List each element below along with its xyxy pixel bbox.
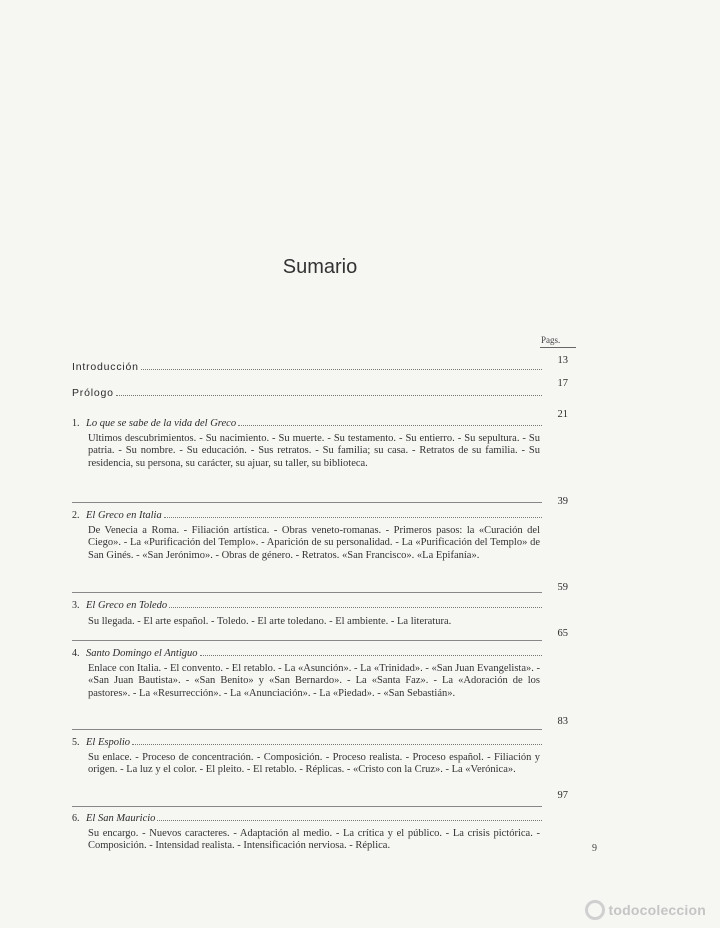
section-rule — [72, 502, 542, 503]
chapter-number: 5. — [72, 737, 80, 748]
section-rule — [72, 729, 542, 730]
chapter-summary: De Venecia a Roma. - Filiación artística. - Obras veneto-romanas. - Primeros pasos: la «Curación del Ciego». - La «Purificación del Templo». - Aparición de su personalidad. - La «Purificación del Templo» de San Ginés. - «San Jerónimo». - Obras de género. - Retratos. «San Francisco». «La Epifanía». — [88, 525, 540, 561]
chapter-title: El Espolio — [86, 737, 131, 748]
dot-leader — [200, 654, 542, 656]
chapter-title: Santo Domingo el Antiguo — [86, 648, 198, 659]
dot-leader — [169, 606, 542, 608]
chapter-summary: Su enlace. - Proceso de concentración. - Composición. - Proceso realista. - Proceso español. - Filiación y origen. - La luz y el color. - El pleito. - El retablo. - Réplicas. - «Cristo con la Cruz». - La «Verónica». — [88, 752, 540, 776]
chapter-title: El San Mauricio — [86, 813, 156, 824]
dot-leader — [132, 743, 542, 745]
dot-leader — [157, 819, 542, 821]
toc-entry-label: Introducción — [72, 361, 139, 373]
toc-page-number: 65 — [557, 628, 568, 639]
toc-page-number: 21 — [557, 409, 568, 420]
dot-leader — [141, 368, 542, 370]
pages-column-label: Pags. — [541, 335, 561, 345]
chapter-number: 3. — [72, 600, 80, 611]
page-folio-number: 9 — [592, 843, 597, 854]
page-title: Sumario — [282, 256, 358, 278]
dot-leader — [164, 516, 542, 518]
chapter-summary: Su encargo. - Nuevos caracteres. - Adaptación al medio. - La crítica y el público. - La crisis pictórica. - Composición. - Intensidad realista. - Intensificación nerviosa. - Réplica. — [88, 828, 540, 852]
pages-label-underline — [540, 347, 576, 348]
chapter-title: El Greco en Italia — [86, 510, 162, 521]
dot-leader — [238, 424, 542, 426]
dot-leader — [116, 394, 542, 396]
toc-page-number: 83 — [557, 716, 568, 727]
toc-page-number: 13 — [557, 355, 568, 366]
toc-entry-prologo — [72, 387, 544, 399]
toc-chapter-2 — [72, 510, 544, 521]
toc-page-number: 97 — [557, 790, 568, 801]
toc-entry-introduccion — [72, 361, 544, 373]
watermark-text: todocoleccion — [608, 902, 706, 918]
chapter-number: 4. — [72, 648, 80, 659]
watermark-logo-icon — [585, 900, 605, 920]
toc-chapter-1 — [72, 418, 544, 429]
section-rule — [72, 806, 542, 807]
chapter-summary: Enlace con Italia. - El convento. - El retablo. - La «Asunción». - La «Trinidad». - «San Juan Evangelista». - «San Juan Bautista». - «San Benito» y «San Bernardo». - La «Santa Faz». - La «Adoración de los pastores». - La «Resurrección». - La «Anunciación». - La «Piedad». - «San Sebastián». — [88, 663, 540, 699]
chapter-number: 1. — [72, 418, 80, 429]
chapter-title: El Greco en Toledo — [86, 600, 168, 611]
toc-chapter-6 — [72, 813, 544, 824]
watermark — [585, 899, 707, 921]
toc-page-number: 39 — [557, 496, 568, 507]
toc-page-number: 17 — [557, 378, 568, 389]
toc-entry-label: Prólogo — [72, 387, 114, 399]
toc-chapter-4 — [72, 648, 544, 659]
section-rule — [72, 640, 542, 641]
chapter-summary: Su llegada. - El arte español. - Toledo. - El arte toledano. - El ambiente. - La literatura. — [88, 616, 452, 627]
toc-chapter-5 — [72, 737, 544, 748]
chapter-number: 6. — [72, 813, 80, 824]
toc-chapter-3 — [72, 600, 544, 611]
toc-page-number: 59 — [557, 582, 568, 593]
section-rule — [72, 592, 542, 593]
chapter-number: 2. — [72, 510, 80, 521]
chapter-summary: Ultimos descubrimientos. - Su nacimiento. - Su muerte. - Su testamento. - Su entierro. - Su sepultura. - Su patria. - Su nombre. - Su educación. - Sus retratos. - Su familia; su casa. - Retratos de su familia. - Su residencia, su persona, su carácter, su ajuar, su taller, su biblioteca. — [88, 433, 540, 469]
chapter-title: Lo que se sabe de la vida del Greco — [86, 418, 237, 429]
